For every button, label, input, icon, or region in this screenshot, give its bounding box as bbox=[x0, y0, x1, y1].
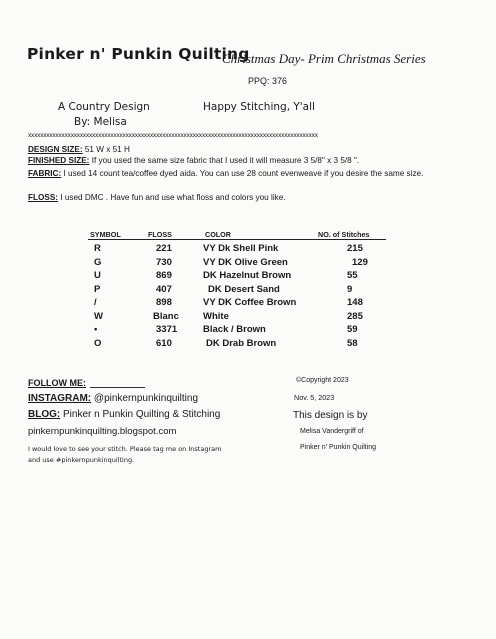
country-design-label: A Country Design bbox=[58, 101, 150, 113]
design-by-text: This design is by bbox=[293, 410, 368, 421]
floss-label: FLOSS: bbox=[28, 193, 59, 202]
row-color: DK Hazelnut Brown bbox=[203, 270, 292, 281]
row-stitches: 9 bbox=[347, 284, 353, 295]
pattern-title: Christmas Day- Prim Christmas Series bbox=[222, 51, 426, 66]
row-floss: Blanc bbox=[153, 311, 179, 322]
row-stitches: 55 bbox=[347, 270, 358, 281]
floss-value: I used DMC . Have fun and use what floss and colors you like. bbox=[58, 193, 286, 202]
fabric-value: I used 14 count tea/coffee dyed aida. You can use 28 count evenweave if you desire the same size. bbox=[61, 169, 424, 178]
table-header-symbol: SYMBOL bbox=[90, 230, 121, 239]
blog-url: pinkernpunkinquilting.blogspot.com bbox=[28, 426, 177, 437]
finished-size-value: If you used the same size fabric that I used it will measure 3 5/8" x 3 5/8 ". bbox=[89, 156, 360, 165]
row-symbol: / bbox=[94, 297, 97, 308]
follow-rule bbox=[90, 387, 145, 388]
copyright-text: ©Copyright 2023 bbox=[296, 377, 349, 384]
row-symbol: U bbox=[94, 270, 101, 281]
row-symbol: • bbox=[94, 324, 98, 335]
row-color: DK Desert Sand bbox=[208, 284, 280, 295]
design-size-value: 51 W x 51 H bbox=[82, 145, 130, 154]
row-stitches: 215 bbox=[347, 243, 363, 254]
row-color: VY DK Olive Green bbox=[203, 257, 288, 268]
row-color: VY Dk Shell Pink bbox=[203, 243, 279, 254]
row-stitches: 285 bbox=[347, 311, 363, 322]
row-stitches: 148 bbox=[347, 297, 363, 308]
row-stitches: 58 bbox=[347, 338, 358, 349]
finished-size-label: FINISHED SIZE: bbox=[28, 156, 90, 165]
author-business: Pinker n' Punkin Quilting bbox=[300, 444, 377, 451]
row-floss: 221 bbox=[156, 243, 172, 254]
row-floss: 610 bbox=[156, 338, 172, 349]
blog-label: BLOG: bbox=[28, 409, 61, 420]
table-header-floss: FLOSS bbox=[148, 230, 172, 239]
row-color: White bbox=[203, 311, 229, 322]
blog-name: Pinker n Punkin Quilting & Stitching bbox=[60, 409, 221, 420]
greeting-text: Happy Stitching, Y'all bbox=[203, 101, 315, 113]
designer-byline: By: Melisa bbox=[74, 116, 127, 128]
design-size-label: DESIGN SIZE: bbox=[28, 145, 83, 154]
share-note-line: I would love to see your stitch. Please tag me on Instagram bbox=[28, 445, 222, 453]
row-symbol: R bbox=[94, 243, 101, 254]
row-floss: 898 bbox=[156, 297, 172, 308]
share-note bbox=[28, 444, 221, 466]
floss-line bbox=[28, 192, 478, 203]
fabric-label: FABRIC: bbox=[28, 169, 62, 178]
author-name: Melisa Vandergriff of bbox=[300, 428, 364, 435]
blog-line bbox=[28, 409, 220, 420]
follow-label: FOLLOW ME: bbox=[28, 378, 86, 388]
row-stitches: 129 bbox=[352, 257, 368, 268]
row-color: DK Drab Brown bbox=[206, 338, 277, 349]
pattern-number: PPQ: 376 bbox=[248, 76, 288, 86]
divider-line: xxxxxxxxxxxxxxxxxxxxxxxxxxxxxxxxxxxxxxxxxxxxxxxxxxxxxxxxxxxxxxxxxxxxxxxxxxxxxxxxxxxxxxxxxxxxxxx bbox=[28, 132, 318, 139]
row-symbol: G bbox=[94, 257, 102, 268]
row-floss: 730 bbox=[156, 257, 172, 268]
instagram-label: INSTAGRAM: bbox=[28, 393, 92, 404]
table-header-rule bbox=[88, 239, 386, 240]
row-floss: 3371 bbox=[156, 324, 178, 335]
instagram-line bbox=[28, 393, 198, 404]
row-stitches: 59 bbox=[347, 324, 358, 335]
fabric-line bbox=[28, 168, 478, 179]
row-symbol: P bbox=[94, 284, 101, 295]
row-floss: 869 bbox=[156, 270, 172, 281]
table-header-color: COLOR bbox=[205, 230, 231, 239]
finished-size-line bbox=[28, 155, 478, 166]
row-color: Black / Brown bbox=[203, 324, 266, 335]
row-color: VY DK Coffee Brown bbox=[203, 297, 297, 308]
share-note-line: and use #pinkernpunkinquilting. bbox=[28, 456, 135, 464]
row-symbol: O bbox=[94, 338, 102, 349]
instagram-handle: @pinkernpunkinquilting bbox=[91, 393, 199, 404]
row-floss: 407 bbox=[156, 284, 172, 295]
brand-title: Pinker n' Punkin Quilting bbox=[27, 45, 250, 63]
design-size-line bbox=[28, 144, 478, 155]
design-date: Nov. 5, 2023 bbox=[294, 393, 335, 402]
table-header-stitches: NO. of Stitches bbox=[318, 230, 370, 239]
row-symbol: W bbox=[94, 311, 103, 322]
